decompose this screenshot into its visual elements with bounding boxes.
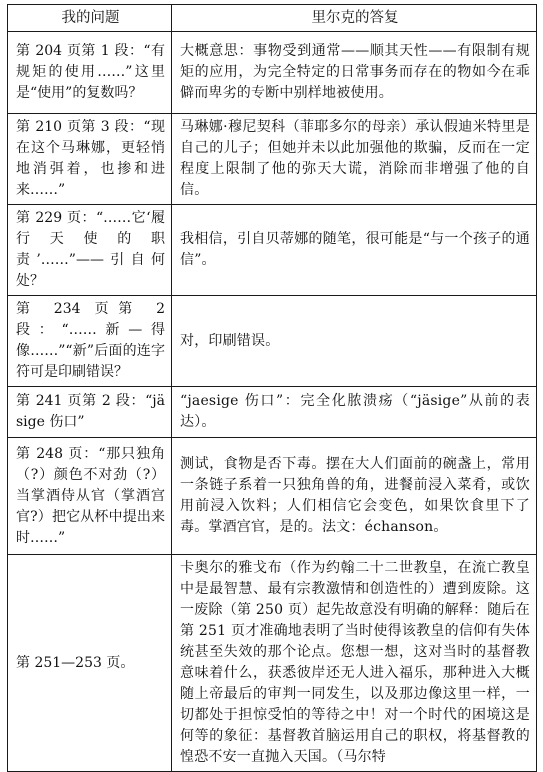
question-cell: 第 241 页第 2 段：“jäsige 伤口” (8, 387, 172, 438)
table-row (8, 32, 537, 114)
table-row (8, 205, 537, 296)
table-row (8, 555, 537, 772)
answer-cell: 卡奥尔的雅戈布（作为约翰二十二世教皇，在流亡教皇中是最智慧、最有宗教激情和创造性的）遭到废除。这一废除（第 250 页）起先故意没有明确的解释：随后在第 251 页才准确地表明了当时使得该教皇的信仰有失体统甚至失效的那个论点。您想一想，这对当时的基督教意味着什么，获悉彼岸还无人进入福乐，那种进入大概随上帝最后的审判一同发生，以及那边像这里一样，一切都处于担惊受怕的等待之中！对一个时代的困境这是何等的象征：基督教首脑运用自己的职权，将基督教的惶恐不安一直抛入天国。（马尔特 (172, 555, 537, 772)
table-row (8, 114, 537, 205)
question-cell: 第 210 页第 3 段：“现在这个马琳娜，更轻悄地消弭着，也掺和进来……” (8, 114, 172, 205)
answer-cell: 大概意思：事物受到通常——顺其天性——有限制有规矩的应用，为完全特定的日常事务而存在的物如今在乖僻而卑劣的专断中别样地被使用。 (172, 32, 537, 114)
table-row (8, 387, 537, 438)
answer-cell: 测试，食物是否下毒。摆在大人们面前的碗盏上，常用一条链子系着一只独角兽的角，进餐前浸入菜肴，或饮用前浸入饮料；人们相信它会变色，如果饮食里下了毒。掌酒宫官，是的。法文：échanson。 (172, 438, 537, 555)
answer-cell: “jaesige 伤口”：完全化脓溃疡（“jäsige”从前的表达）。 (172, 387, 537, 438)
answer-cell: 马琳娜·穆尼契科（菲耶多尔的母亲）承认假迪米特里是自己的儿子；但她并未以此加强他的欺骗，反而在一定程度上限制了他的弥天大谎，消除而非增强了他的自信。 (172, 114, 537, 205)
answer-cell: 我相信，引自贝蒂娜的随笔，很可能是“与一个孩子的通信”。 (172, 205, 537, 296)
header-my-questions: 我的问题 (8, 5, 172, 32)
table-header-row (8, 5, 537, 32)
question-cell: 第 248 页：“那只独角（?）颜色不对劲（?）当掌酒侍从官（掌酒宫官?）把它从杯中提出来时……” (8, 438, 172, 555)
header-rilke-answers: 里尔克的答复 (172, 5, 537, 32)
question-cell: 第 229 页：“……它‘履行天使的职责’……”——引自何处？ (8, 205, 172, 296)
question-cell: 第 251—253 页。 (8, 555, 172, 772)
answer-cell: 对，印刷错误。 (172, 296, 537, 387)
qa-table (7, 4, 537, 772)
question-cell: 第 204 页第 1 段：“有规矩的使用……”这里是“使用”的复数吗？ (8, 32, 172, 114)
table-row (8, 296, 537, 387)
question-cell: 第 234 页第 2 段：“……新—得像……”“新”后面的连字符可是印刷错误？ (8, 296, 172, 387)
table-row (8, 438, 537, 555)
